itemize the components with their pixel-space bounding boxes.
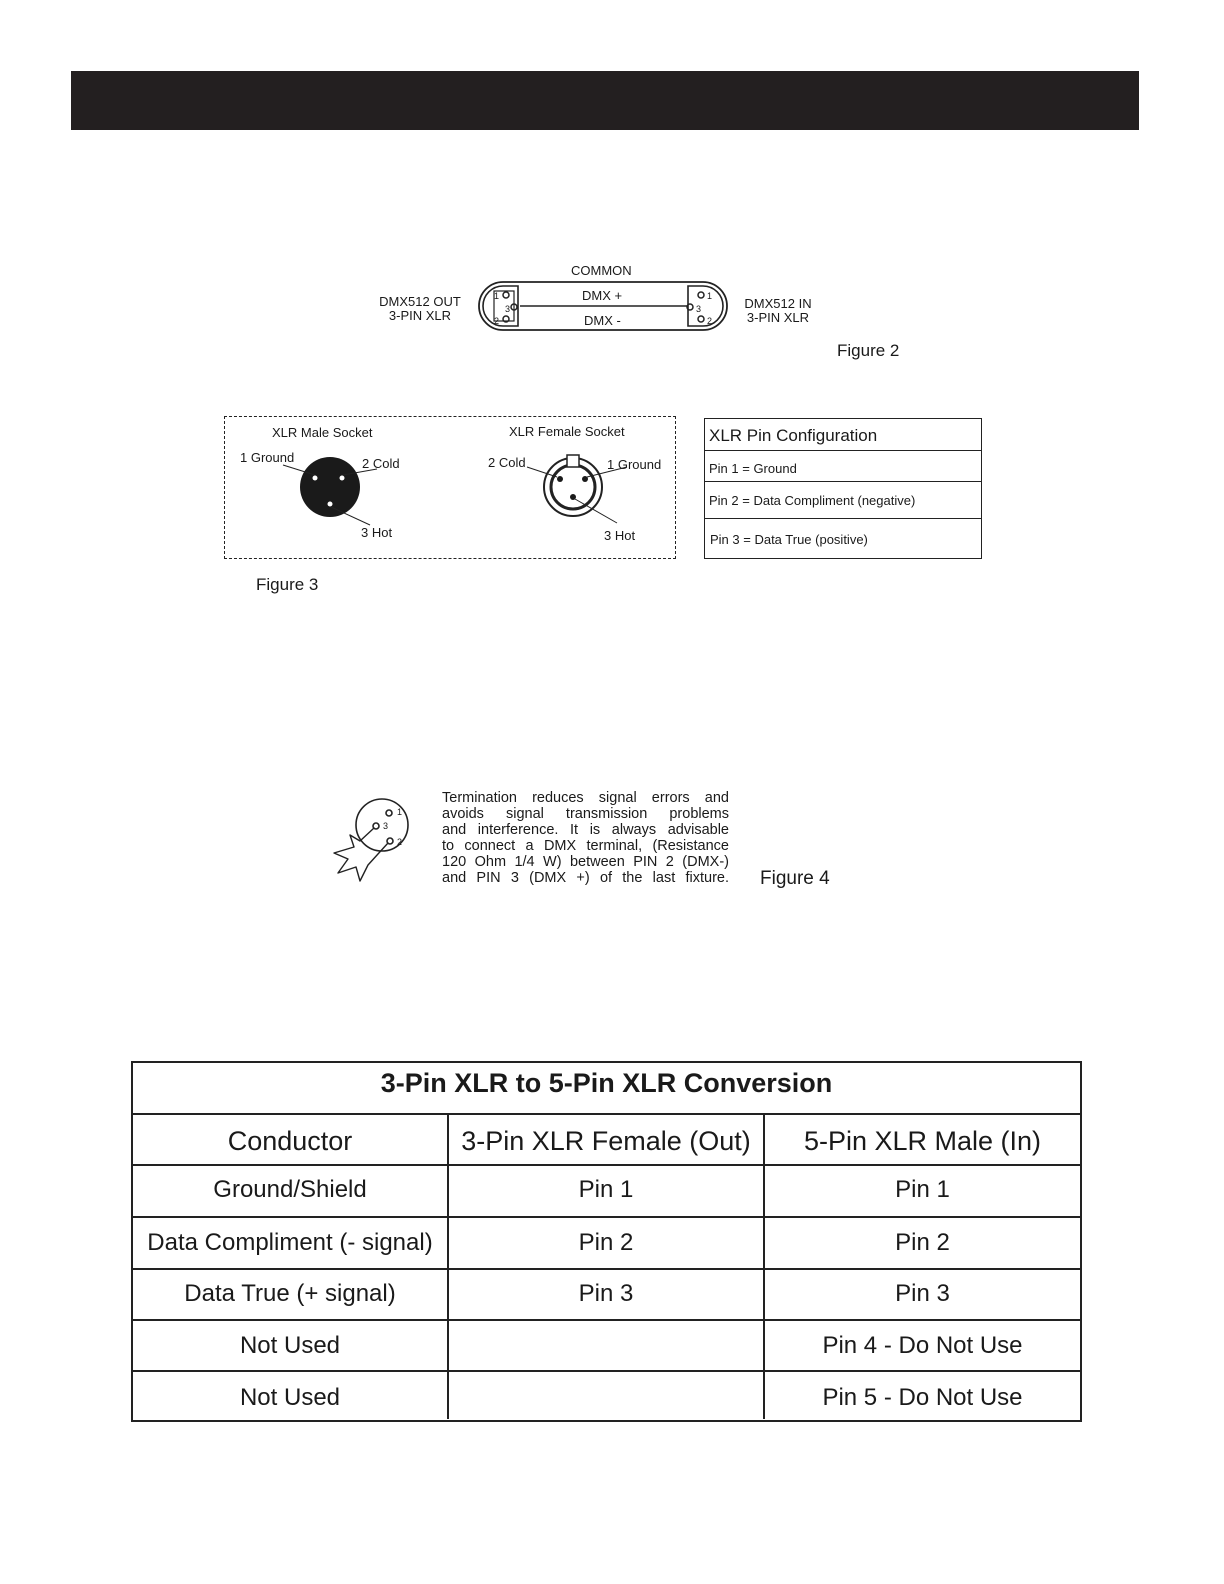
male-cold-label: 2 Cold: [362, 456, 400, 471]
conversion-header-row: [133, 1115, 1080, 1166]
male-socket: [300, 457, 360, 517]
pin-config-row: [705, 482, 981, 519]
pin-config-title-row: [705, 419, 981, 451]
conductor-cell: Ground/Shield: [133, 1166, 449, 1216]
five-pin-cell: Pin 2: [895, 1229, 950, 1256]
pin-config-row-1: Pin 1 = Ground: [709, 461, 797, 476]
term-pin-1-label: 1: [397, 807, 403, 817]
conversion-table-title: 3-Pin XLR to 5-Pin XLR Conversion: [133, 1063, 1080, 1115]
table-row: [133, 1372, 1080, 1419]
three-pin-cell: Pin 2: [449, 1218, 765, 1268]
table-row: [133, 1218, 1080, 1270]
five-pin-cell: Pin 4 - Do Not Use: [822, 1332, 1023, 1359]
term-pin-2-label: 2: [397, 837, 403, 847]
figure-2: [370, 258, 910, 368]
term-pin-3-label: 3: [383, 821, 389, 831]
xlr-pin-configuration: [704, 418, 982, 559]
xlr-conversion-table: [131, 1061, 1082, 1422]
female-cold-label: 2 Cold: [488, 455, 526, 470]
male-pin-3: [328, 502, 333, 507]
right-pin-2-label: 2: [707, 316, 713, 326]
dmx-minus-label: DMX -: [584, 313, 621, 328]
three-pin-cell: Pin 1: [449, 1166, 765, 1216]
pin-config-row-3: Pin 3 = Data True (positive): [710, 532, 868, 547]
pin-config-row-2: Pin 2 = Data Compliment (negative): [709, 493, 916, 508]
male-socket-title: XLR Male Socket: [272, 425, 373, 440]
female-hot-label: 3 Hot: [604, 528, 636, 543]
right-pin-3-label: 3: [696, 304, 702, 314]
five-pin-cell: Pin 3: [895, 1280, 950, 1307]
pin-config-title: XLR Pin Configuration: [709, 426, 878, 445]
left-pin-1-label: 1: [494, 291, 500, 301]
female-socket-inner: [551, 465, 595, 509]
pin-config-row: [705, 451, 981, 482]
header-5pin: 5-Pin XLR Male (In): [803, 1126, 1042, 1156]
left-pin-2-label: 2: [494, 316, 500, 326]
pin-config-row: [705, 519, 981, 558]
right-pin-1-label: 1: [707, 291, 713, 301]
male-hot-label: 3 Hot: [361, 525, 393, 540]
figure-4-label: Figure 4: [760, 868, 830, 889]
dmx-out-label: DMX512 OUT 3-PIN XLR: [379, 294, 461, 323]
header-bar: [71, 71, 1139, 130]
termination-description: Termination reduces signal errors and avoids signal transmission problems and interference. It is always advisable to connect a DMX terminal, (Resistance 120 Ohm 1/4 W) between PIN 2 (DMX-) and PIN 3 (DMX +) of the last fixture.: [442, 790, 729, 886]
table-row: [133, 1166, 1080, 1218]
female-cold-leader: [527, 467, 557, 477]
table-row: [133, 1270, 1080, 1321]
three-pin-cell: Pin 3: [449, 1270, 765, 1319]
female-hot-leader: [575, 499, 617, 523]
figure-3-box: [224, 416, 676, 559]
figure-3-label: Figure 3: [256, 575, 319, 594]
three-pin-cell: [449, 1372, 765, 1419]
five-pin-cell: Pin 5 - Do Not Use: [822, 1384, 1023, 1411]
male-ground-label: 1 Ground: [240, 450, 295, 465]
female-pin-2: [557, 476, 563, 482]
conductor-cell: Not Used: [133, 1321, 449, 1370]
dmx-plus-label: DMX +: [582, 288, 623, 303]
header-conductor: Conductor: [133, 1115, 449, 1164]
figure-4-connector: [330, 795, 430, 885]
conductor-cell: Not Used: [133, 1372, 449, 1419]
table-row: [133, 1321, 1080, 1372]
header-3pin: 3-Pin XLR Female (Out): [449, 1115, 765, 1164]
male-pin-1: [313, 476, 318, 481]
conductor-cell: Data True (+ signal): [133, 1270, 449, 1319]
three-pin-cell: [449, 1321, 765, 1370]
conductor-cell: Data Compliment (- signal): [133, 1218, 449, 1268]
left-pin-3-label: 3: [505, 304, 511, 314]
termination-plug-diagram: [330, 795, 430, 885]
female-socket-title: XLR Female Socket: [509, 424, 625, 439]
female-ground-label: 1 Ground: [607, 457, 662, 472]
female-socket-key: [567, 455, 579, 467]
male-pin-2: [340, 476, 345, 481]
figure-2-label: Figure 2: [837, 341, 900, 360]
dmx-in-label: DMX512 IN 3-PIN XLR: [744, 296, 812, 325]
five-pin-cell: Pin 1: [895, 1176, 950, 1203]
left-connector: [483, 286, 518, 326]
common-label: COMMON: [571, 263, 632, 278]
